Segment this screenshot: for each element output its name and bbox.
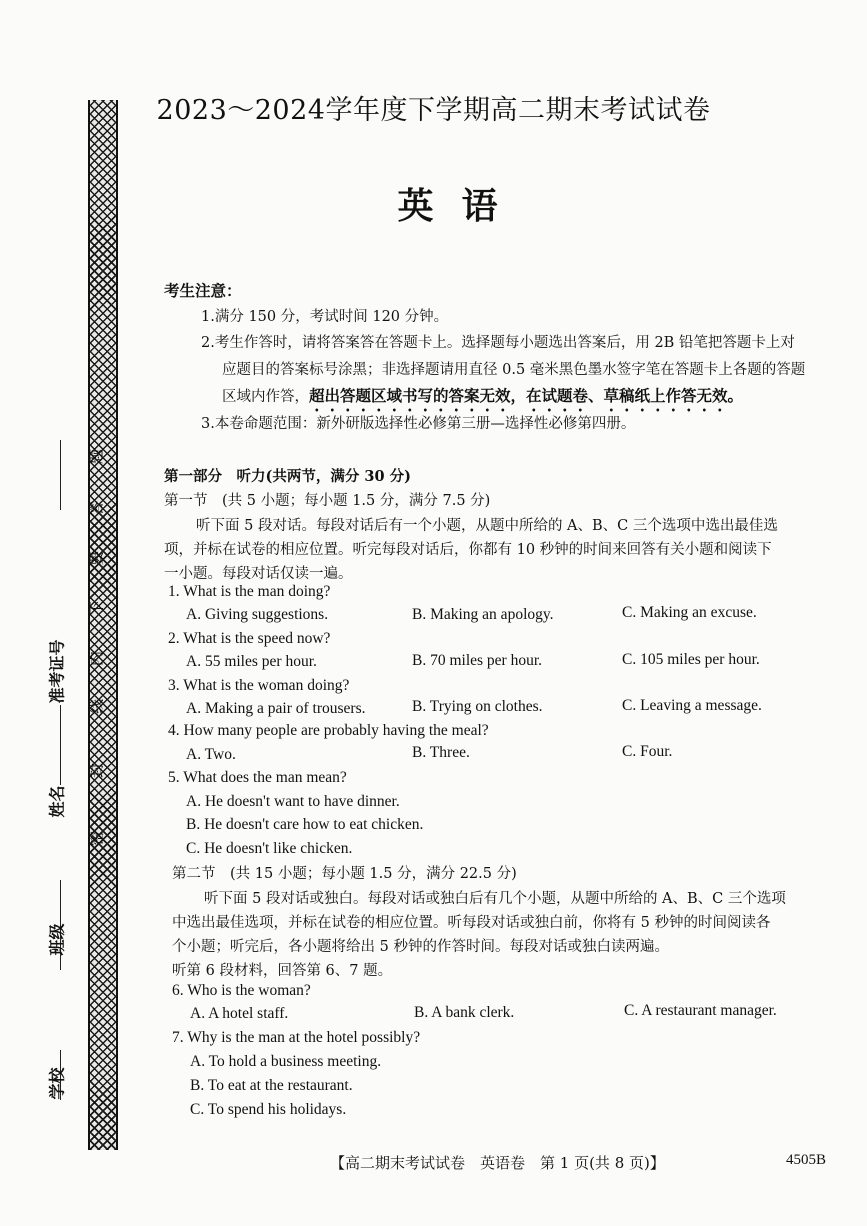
name-line xyxy=(60,705,61,785)
section1-instruction-1: 听下面 5 段对话。每段对话后有一个小题，从题中所给的 A、B、C 三个选项中选出最佳选 xyxy=(196,518,778,534)
notice-item-2-line1: 2.考生作答时，请将答案答在答题卡上。选择题每小题选出答案后，用 2B 铅笔把答题卡上对 xyxy=(201,335,795,351)
q4-option-b: B. Three. xyxy=(412,744,470,761)
q7-stem: 7. Why is the man at the hotel possibly? xyxy=(172,1029,421,1046)
section1-instruction-3: 一小题。每段对话仅读一遍。 xyxy=(164,566,353,582)
section2-heading: 第二节 (共 15 小题；每小题 1.5 分，满分 22.5 分) xyxy=(172,866,517,882)
q1-option-a: A. Giving suggestions. xyxy=(186,606,329,623)
q2-option-a: A. 55 miles per hour. xyxy=(186,653,317,670)
q2-stem: 2. What is the speed now? xyxy=(168,630,331,647)
notice-item-3: 3.本卷命题范围：新外研版选择性必修第三册—选择性必修第四册。 xyxy=(201,416,636,432)
q1-option-c: C. Making an excuse. xyxy=(622,604,757,621)
exam-id-line xyxy=(60,440,61,510)
q1-option-b: B. Making an apology. xyxy=(412,606,554,623)
q4-stem: 4. How many people are probably having the meal? xyxy=(168,722,489,739)
q6-option-b: B. A bank clerk. xyxy=(414,1004,515,1021)
q3-stem: 3. What is the woman doing? xyxy=(168,677,350,694)
notice-heading: 考生注意： xyxy=(164,281,242,300)
q2-option-c: C. 105 miles per hour. xyxy=(622,651,760,668)
decorative-border-strip xyxy=(88,100,118,1150)
q3-option-a: A. Making a pair of trousers. xyxy=(186,700,366,717)
q5-option-a: A. He doesn't want to have dinner. xyxy=(186,793,400,810)
class-label: 班级 xyxy=(47,923,67,956)
q3-option-c: C. Leaving a message. xyxy=(622,697,762,714)
name-label: 姓名 xyxy=(47,785,67,818)
notice-warning: 超出答题区域书写的答案无效，在试题卷、草稿纸上作答无效。 xyxy=(309,386,744,405)
q2-option-b: B. 70 miles per hour. xyxy=(412,652,543,669)
q5-option-b: B. He doesn't care how to eat chicken. xyxy=(186,816,424,833)
q1-stem: 1. What is the man doing? xyxy=(168,583,331,600)
seal-char-1: 密 xyxy=(87,831,106,847)
seal-char-8: 题 xyxy=(87,449,106,465)
seal-char-5: 不 xyxy=(87,601,106,617)
section2-instruction-2: 中选出最佳选项，并标在试卷的相应位置。听每段对话或独白前，你将有 5 秒钟的时间阅读各 xyxy=(172,915,771,931)
q3-option-b: B. Trying on clothes. xyxy=(412,698,543,715)
section2-instruction-3: 个小题；听完后，各小题将给出 5 秒钟的作答时间。每段对话或独白读两遍。 xyxy=(172,939,669,955)
seal-char-3: 线 xyxy=(87,699,106,715)
q7-option-a: A. To hold a business meeting. xyxy=(190,1053,382,1070)
notice-item-2-line3: 区域内作答，超出答题区域书写的答案无效，在试题卷、草稿纸上作答无效。 xyxy=(222,386,744,405)
subject-title: 英语 xyxy=(397,185,526,227)
part1-heading: 第一部分 听力(共两节，满分 30 分) xyxy=(164,468,411,485)
q7-option-c: C. To spend his holidays. xyxy=(190,1101,347,1118)
paper-code: 4505B xyxy=(786,1152,827,1168)
q5-stem: 5. What does the man mean? xyxy=(168,769,347,786)
q6-option-c: C. A restaurant manager. xyxy=(624,1002,777,1019)
q7-option-b: B. To eat at the restaurant. xyxy=(190,1077,353,1094)
q5-option-c: C. He doesn't like chicken. xyxy=(186,840,353,857)
q6-option-a: A. A hotel staff. xyxy=(190,1005,289,1022)
q4-option-a: A. Two. xyxy=(186,746,236,763)
notice-item-2-line2: 应题目的答案标号涂黑；非选择题请用直径 0.5 毫米黑色墨水签字笔在答题卡上各题的答题 xyxy=(222,362,806,378)
section2-instruction-4: 听第 6 段材料，回答第 6、7 题。 xyxy=(172,963,393,979)
section2-instruction-1: 听下面 5 段对话或独白。每段对话或独白后有几个小题，从题中所给的 A、B、C 三个选项 xyxy=(204,891,786,907)
q6-stem: 6. Who is the woman? xyxy=(172,982,311,999)
notice-item-1: 1.满分 150 分，考试时间 120 分钟。 xyxy=(201,309,449,325)
section1-heading: 第一节 (共 5 小题；每小题 1.5 分，满分 7.5 分) xyxy=(164,493,491,509)
q4-option-c: C. Four. xyxy=(622,743,673,760)
school-label: 学校 xyxy=(47,1067,67,1100)
section1-instruction-2: 项，并标在试卷的相应位置。听完每段对话后，你都有 10 秒钟的时间来回答有关小题和阅读下 xyxy=(164,542,772,558)
seal-char-2: 封 xyxy=(87,763,106,779)
seal-char-7: 答 xyxy=(87,501,106,517)
exam-title: 2023～2024学年度下学期高二期末考试试卷 xyxy=(156,95,711,126)
seal-char-4: 内 xyxy=(87,651,106,667)
seal-char-6: 要 xyxy=(87,551,106,567)
page-footer: 【高二期末考试试卷 英语卷 第 1 页(共 8 页)】 xyxy=(330,1154,665,1172)
exam-id-label: 准考证号 xyxy=(47,639,67,704)
